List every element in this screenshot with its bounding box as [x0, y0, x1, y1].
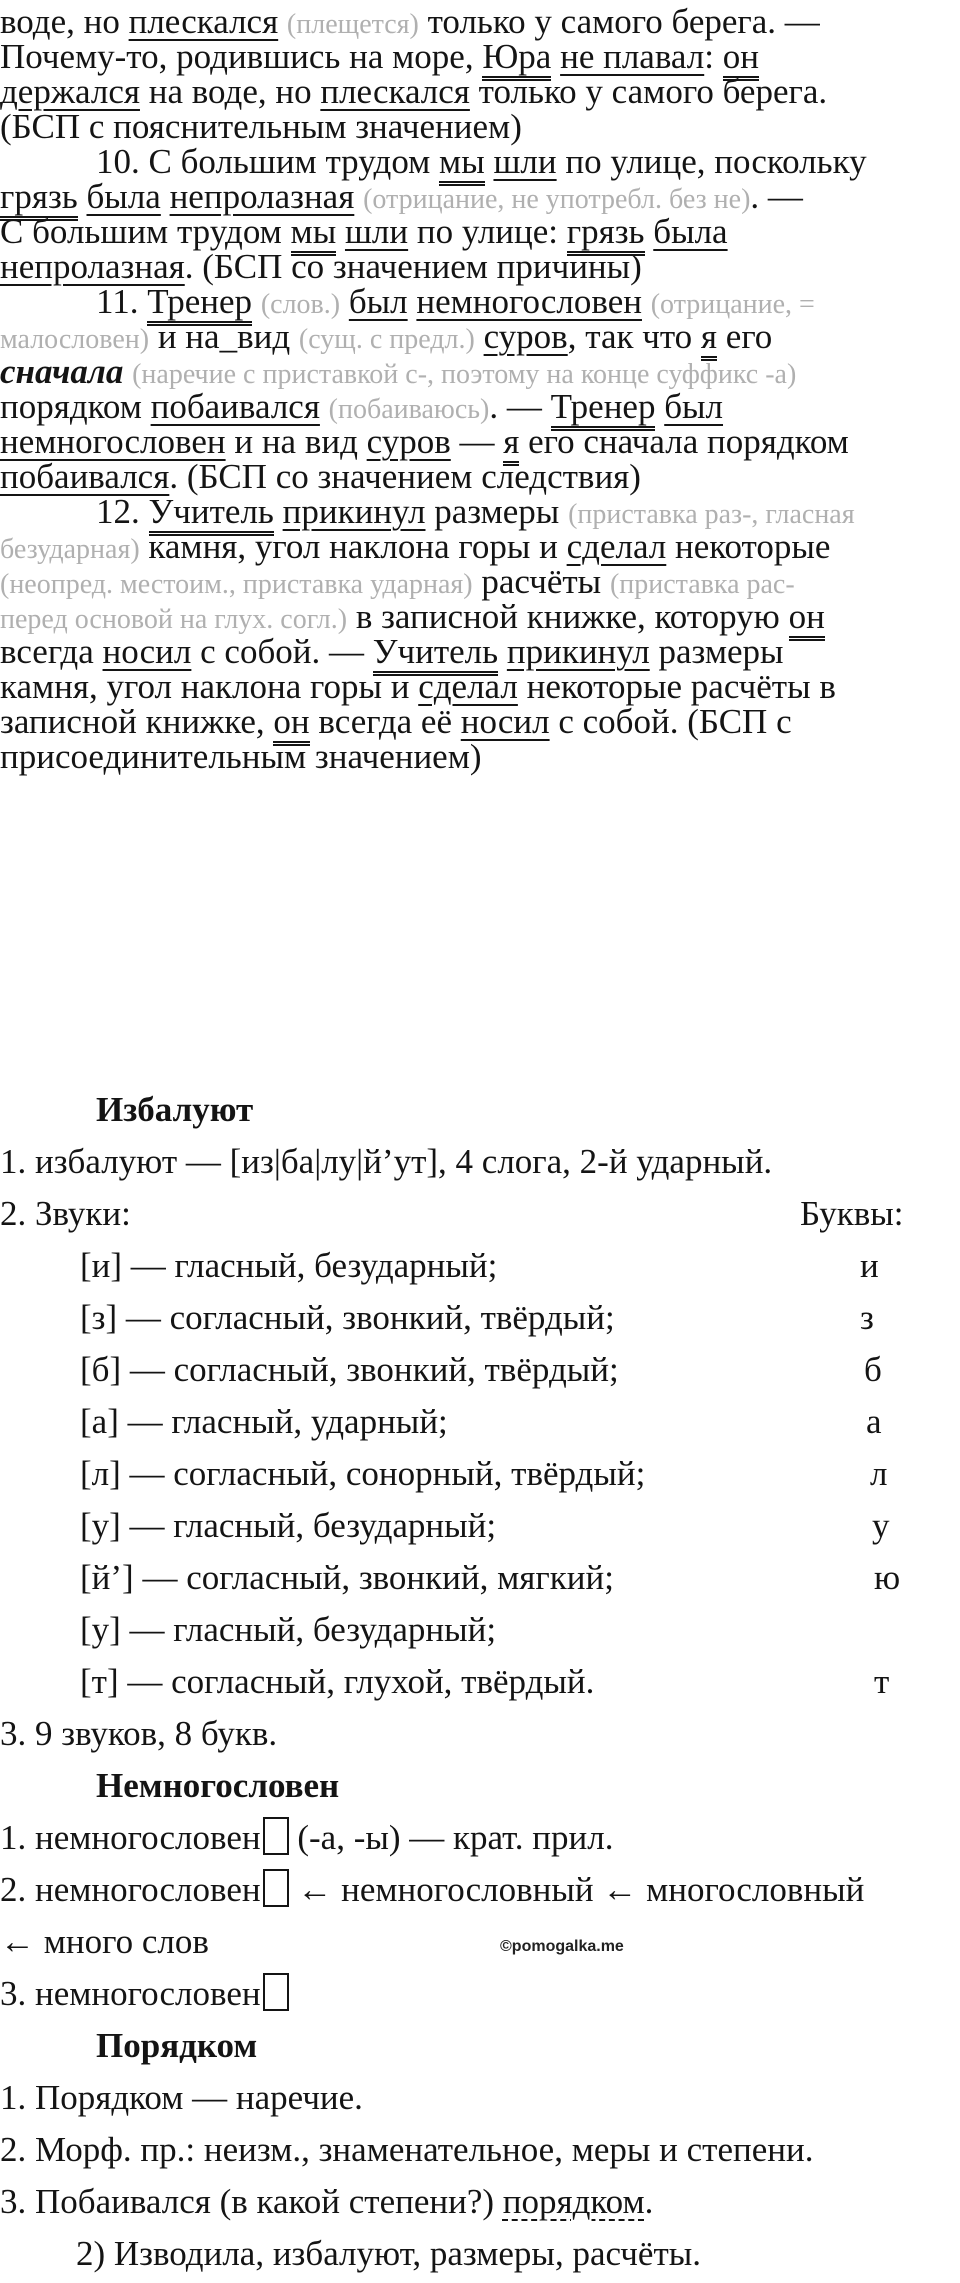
predicate: плескался [128, 2, 279, 41]
word: многословный [646, 1870, 865, 1909]
letter: у [872, 1506, 890, 1545]
text-line: 2. Морф. пр.: неизм., знаменательное, меры и степени. [0, 2130, 814, 2169]
text: некоторые [675, 527, 831, 566]
subject: он [723, 39, 759, 81]
text: С большим трудом [0, 212, 291, 251]
sound-row: [у] — гласный, безударный; [80, 1506, 497, 1545]
subject: Юра [482, 39, 551, 81]
predicate: прикинул [282, 492, 426, 531]
text: размеры [434, 492, 560, 531]
text: 11. [96, 282, 148, 321]
subject: Тренер [551, 389, 656, 431]
text-line [0, 1816, 614, 1860]
adverbial: порядком [502, 2182, 645, 2221]
letter: т [874, 1662, 890, 1701]
text: . (БСП со значением причины) [184, 247, 642, 286]
text: в записной книжке, которую [347, 597, 789, 636]
text: . [644, 2182, 654, 2221]
text: воде, но [0, 2, 129, 41]
grey-note: (побаиваюсь) [328, 394, 490, 425]
text: (БСП с пояснительным значением) [0, 107, 522, 146]
predicate: был [664, 387, 724, 426]
subject: грязь [0, 179, 78, 221]
predicate: непролазная [0, 247, 185, 286]
text: 2. [0, 1870, 35, 1909]
text: 2) [76, 2234, 114, 2273]
subject: он [789, 599, 825, 641]
sound-row: [т] — согласный, глухой, твёрдый. [80, 1662, 595, 1701]
letter: ю [874, 1558, 901, 1597]
text: Почему-то, родившись на море, [0, 37, 483, 76]
ending-box [263, 1973, 289, 2011]
sound-row: [и] — гласный, безударный; [80, 1246, 498, 1285]
grey-note: (наречие с приставкой с-, поэтому на конце суффикс -а) [132, 359, 797, 390]
arrow: ← [297, 1870, 333, 1909]
subject: Учитель [373, 634, 498, 676]
text: размеры [649, 632, 784, 671]
grey-note: (слов.) [260, 289, 341, 320]
text-line [0, 735, 482, 779]
adverb: сначала [0, 352, 124, 391]
sound-row: [л] — согласный, сонорный, твёрдый; [80, 1454, 646, 1493]
ending-box [263, 1869, 289, 1907]
word: избалуют [272, 2234, 413, 2273]
predicate: был [348, 282, 408, 321]
text-line: 3. 9 звуков, 8 букв. [0, 1714, 278, 1753]
predicate: немногословен [0, 422, 226, 461]
text: на воде, но [139, 72, 321, 111]
predicate: суров [483, 317, 568, 356]
text: 3. [0, 1974, 35, 2013]
text: 3. Побаивался (в какой степени?) [0, 2182, 503, 2221]
predicate: носил [102, 632, 192, 671]
text: по улице: [408, 212, 567, 251]
letter: л [870, 1454, 888, 1493]
predicate: шли [344, 212, 409, 251]
letter: а [866, 1402, 882, 1441]
subject: мы [291, 214, 337, 256]
ending-box [263, 1817, 289, 1855]
subject: я [503, 424, 519, 466]
arrow: ← [0, 1922, 35, 1961]
text-line: 2. Звуки: [0, 1194, 131, 1233]
sound-row: [й’] — согласный, звонкий, мягкий; [80, 1558, 614, 1597]
subject: грязь [567, 214, 645, 256]
text: 1. [0, 1818, 35, 1857]
text: только у самого берега. [469, 72, 828, 111]
grey-note: (сущ. с предл.) [298, 324, 475, 355]
text: 10. С большим трудом [96, 142, 440, 181]
sound-row: [а] — гласный, ударный; [80, 1402, 448, 1441]
text: , [255, 2234, 273, 2273]
sound-row: [з] — согласный, звонкий, твёрдый; [80, 1298, 615, 1337]
word: расчёты [572, 2234, 693, 2273]
text: . (БСП со значением следствия) [169, 457, 641, 496]
text: его [717, 317, 773, 356]
predicate: была [653, 212, 728, 251]
grey-note: (отрицание, не употребл. без не) [363, 184, 751, 215]
predicate: немногословен [416, 282, 642, 321]
letter: з [860, 1298, 874, 1337]
letter: б [864, 1350, 882, 1389]
text: . [692, 2234, 702, 2273]
predicate: непролазная [169, 177, 355, 216]
text: порядком [0, 387, 151, 426]
text-line: 1. избалуют — [из|ба|лу|й’ут], 4 слога, 2-й ударный. [0, 1142, 773, 1181]
subject: я [701, 319, 717, 361]
letters-label: Буквы: [800, 1194, 904, 1233]
predicate: побаивался [150, 387, 320, 426]
text: — [450, 422, 504, 461]
predicate: прикинул [506, 632, 650, 671]
subject: Тренер [147, 284, 252, 326]
text-line [0, 1868, 864, 1912]
text-line: 1. Порядком — наречие. [0, 2078, 363, 2117]
subject: он [273, 704, 309, 746]
text: записной книжке, [0, 702, 274, 741]
text: камня, угол наклона горы и [0, 667, 419, 706]
text: (-а, -ы) — крат. прил. [297, 1818, 614, 1857]
text: . — [489, 387, 551, 426]
grey-note: (отрицание, = [650, 289, 815, 320]
subject: мы [439, 144, 485, 186]
grey-note: малословен) [0, 324, 150, 355]
text: и на_вид [149, 317, 299, 356]
text: : [704, 37, 723, 76]
text: некоторые расчёты в [517, 667, 836, 706]
predicate: носил [460, 702, 550, 741]
text: его сначала порядком [519, 422, 849, 461]
text: , [412, 2234, 430, 2273]
word: много [43, 1922, 134, 1961]
predicate: суров [366, 422, 451, 461]
predicate: не плавал [560, 37, 705, 76]
predicate: шли [493, 142, 557, 181]
word: Изводила [113, 2234, 256, 2273]
text: с собой. (БСП с [549, 702, 792, 741]
text-line [0, 1972, 289, 2016]
text: , так что [567, 317, 701, 356]
subject: Учитель [149, 494, 274, 536]
word: слов [141, 1922, 209, 1961]
text: всегда её [309, 702, 461, 741]
grey-note: (приставка рас- [609, 569, 795, 600]
text: и на вид [225, 422, 367, 461]
text: камня, угол наклона горы и [139, 527, 567, 566]
watermark: ©pomogalka.me [500, 1938, 624, 1955]
section-heading: Порядком [96, 2026, 258, 2065]
text-line [76, 2232, 701, 2276]
arrow: ← [602, 1870, 638, 1909]
predicate: плескался [320, 72, 470, 111]
word: немногословен [35, 1974, 261, 2013]
section-heading: Избалуют [96, 1090, 254, 1129]
text: по улице, поскольку [556, 142, 867, 181]
text: . — [750, 177, 803, 216]
grey-note: безударная) [0, 534, 140, 565]
grey-note: (приставка раз-, гласная [568, 499, 855, 530]
text: с собой. — [191, 632, 373, 671]
grey-note: (неопред. местоим., приставка ударная) [0, 569, 473, 600]
predicate: держался [0, 72, 140, 111]
word: размеры [429, 2234, 555, 2273]
text: , [554, 2234, 573, 2273]
grey-note: (плещется) [286, 9, 419, 40]
sound-row: [б] — согласный, звонкий, твёрдый; [80, 1350, 619, 1389]
section-heading: Немногословен [96, 1766, 340, 1805]
grey-note: перед основой на глух. согл.) [0, 604, 348, 635]
sound-row: [у] — гласный, безударный; [80, 1610, 497, 1649]
text: расчёты [481, 562, 602, 601]
text: присоединительным значением) [0, 737, 482, 776]
letter: и [860, 1246, 879, 1285]
predicate: побаивался [0, 457, 170, 496]
word: немногословный [341, 1870, 594, 1909]
word: немногословен [35, 1870, 261, 1909]
text: всегда [0, 632, 103, 671]
predicate: сделал [418, 667, 518, 706]
predicate: была [86, 177, 161, 216]
predicate: сделал [566, 527, 667, 566]
text: 12. [96, 492, 149, 531]
text: только у самого берега. — [427, 2, 820, 41]
text-line [0, 1920, 209, 1964]
word: немногословен [35, 1818, 261, 1857]
text-line [0, 2180, 653, 2224]
